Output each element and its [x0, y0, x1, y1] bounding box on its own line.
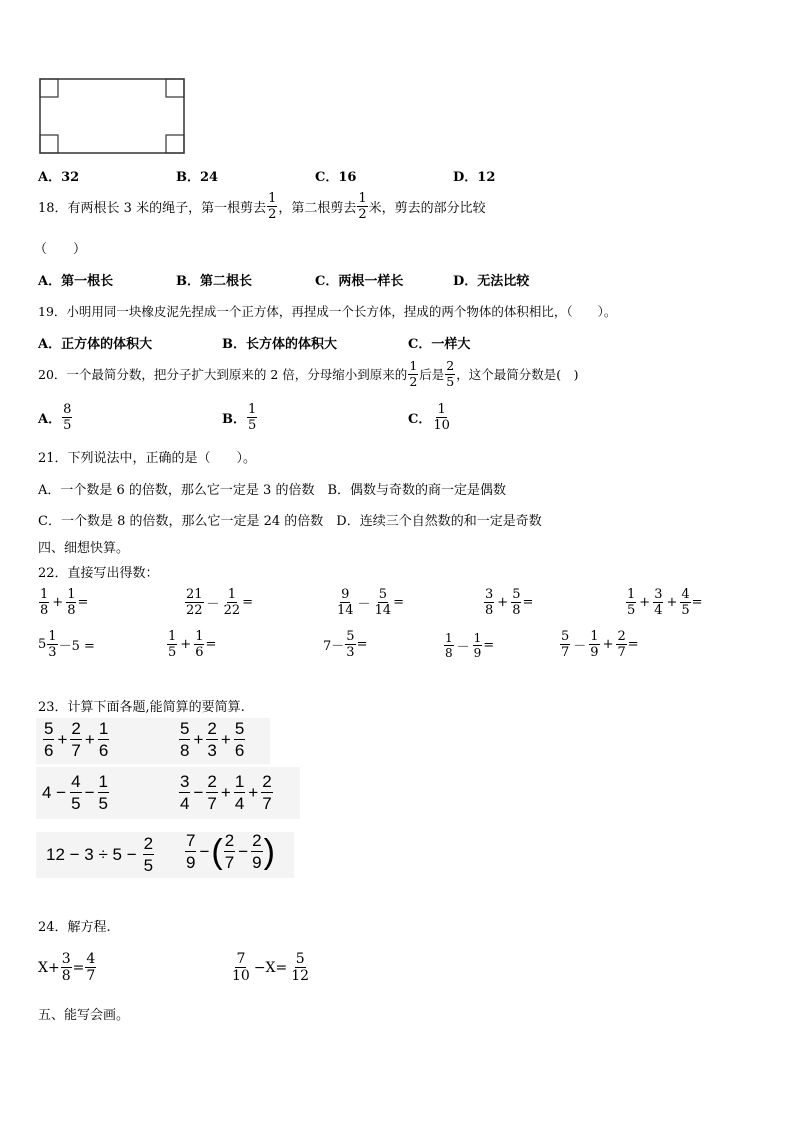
q19-option-b[interactable]: B．长方体的体积大 — [222, 337, 337, 352]
q18-text-a: 18．有两根长 3 米的绳子，第一根剪去 — [38, 201, 267, 216]
q18-text-c: 米，剪去的部分比较 — [368, 201, 486, 216]
q21-question: 21．下列说法中，正确的是（ ）。 — [38, 451, 257, 466]
q23-question: 23．计算下面各题,能简算的要简算. — [38, 700, 245, 715]
rectangle-figure — [36, 76, 188, 158]
q22-calc-6: 5 $\frac{1}{3}$ －5 = — [38, 629, 95, 660]
q20-option-c[interactable]: C． $\frac{1}{10}$ — [408, 402, 450, 433]
q24-question: 24．解方程. — [38, 920, 111, 935]
q18-option-c[interactable]: C．两根一样长 — [315, 274, 404, 289]
q19-question: 19．小明用同一块橡皮泥先捏成一个正方体，再捏成一个长方体，捏成的两个物体的体积相比，（ ）。 — [38, 304, 617, 319]
q20-question — [38, 360, 579, 388]
q21-options-line-2[interactable]: C．一个数是 8 的倍数，那么它一定是 24 的倍数 D．连续三个自然数的和一定是奇数 — [38, 514, 542, 529]
q20-text-b: 后是 — [419, 367, 445, 382]
q20-text-a: 20．一个最简分数，把分子扩大到原来的 2 倍，分母缩小到原来的 — [38, 367, 408, 382]
q22-calc-1: $\frac{1}{8}$ + $\frac{1}{8}$ = — [40, 587, 89, 618]
q19-option-a[interactable]: A．正方体的体积大 — [38, 337, 153, 352]
q23-expression-5: 12 − 3 ÷ 5 − $\frac{2}{5}$ — [46, 834, 154, 875]
q20-option-a[interactable]: A． $\frac{8}{5}$ — [38, 402, 72, 433]
q18-fraction-2: $\frac{1}{2}$ — [358, 191, 367, 222]
q18-question — [38, 192, 486, 221]
q22-calc-2: $\frac{21}{22}$ － $\frac{1}{22}$ = — [186, 587, 254, 618]
q20-text-c: ，这个最简分数是( ) — [456, 367, 579, 382]
q23-expression-4: $\frac{3}{4}$ − $\frac{2}{7}$ + $\frac{1}{4}$ + $\frac{2}{7}$ — [180, 772, 272, 813]
q22-question: 22．直接写出得数： — [38, 566, 159, 581]
q18-option-d[interactable]: D．无法比较 — [453, 274, 530, 289]
q23-expression-2: $\frac{5}{8}$ + $\frac{2}{3}$ + $\frac{5}{6}$ — [180, 719, 245, 760]
section-5-heading: 五、能写会画。 — [38, 1008, 130, 1023]
q18-option-a[interactable]: A．第一根长 — [38, 274, 114, 289]
q20-fraction-2: $\frac{2}{5}$ — [446, 358, 455, 389]
q18-option-b[interactable]: B．第二根长 — [176, 274, 252, 289]
q24-equation-2: $\frac{7}{10}$ −X= $\frac{5}{12}$ — [232, 951, 310, 984]
q22-calc-5: $\frac{1}{5}$ + $\frac{3}{4}$ + $\frac{4}{5}$ = — [627, 587, 703, 618]
q24-equation-1: X+ $\frac{3}{8}$ = $\frac{4}{7}$ — [38, 951, 96, 984]
section-4-heading: 四、细想快算。 — [38, 541, 130, 556]
q22-calc-10: $\frac{5}{7}$ － $\frac{1}{9}$ + $\frac{2}{7}$ = — [561, 629, 639, 660]
q20-option-b[interactable]: B． $\frac{1}{5}$ — [222, 402, 257, 433]
q22-calc-7: $\frac{1}{5}$ + $\frac{1}{6}$ = — [168, 629, 217, 660]
q22-calc-3: $\frac{9}{14}$ － $\frac{5}{14}$ = — [337, 587, 405, 618]
q17-option-b[interactable]: B．24 — [176, 170, 219, 185]
q18-fraction-1: $\frac{1}{2}$ — [268, 191, 277, 222]
q17-option-a[interactable]: A．32 — [38, 170, 80, 185]
q23-expression-3: 4 − $\frac{4}{5}$ − $\frac{1}{5}$ — [42, 772, 108, 813]
q22-calc-9: $\frac{1}{8}$ － $\frac{1}{9}$ = — [445, 631, 495, 660]
q18-text-b: ，第二根剪去 — [278, 201, 357, 216]
q22-calc-4: $\frac{3}{8}$ + $\frac{5}{8}$ = — [485, 587, 534, 618]
q23-expression-1: $\frac{5}{6}$ + $\frac{2}{7}$ + $\frac{1}{6}$ — [44, 719, 109, 760]
q23-expression-6: $\frac{7}{9}$ − ( $\frac{2}{7}$ − $\frac{2}{9}$ ) — [186, 831, 275, 872]
q19-option-c[interactable]: C．一样大 — [408, 337, 471, 352]
q21-options-line-1[interactable]: A．一个数是 6 的倍数，那么它一定是 3 的倍数 B．偶数与奇数的商一定是偶数 — [38, 483, 507, 498]
q20-fraction-1: $\frac{1}{2}$ — [409, 358, 418, 389]
q17-option-d[interactable]: D．12 — [453, 170, 496, 185]
q22-calc-8: 7－ $\frac{5}{3}$ = — [323, 629, 368, 660]
q18-answer-blank[interactable]: （ ） — [34, 242, 87, 257]
q17-option-c[interactable]: C．16 — [315, 170, 357, 185]
